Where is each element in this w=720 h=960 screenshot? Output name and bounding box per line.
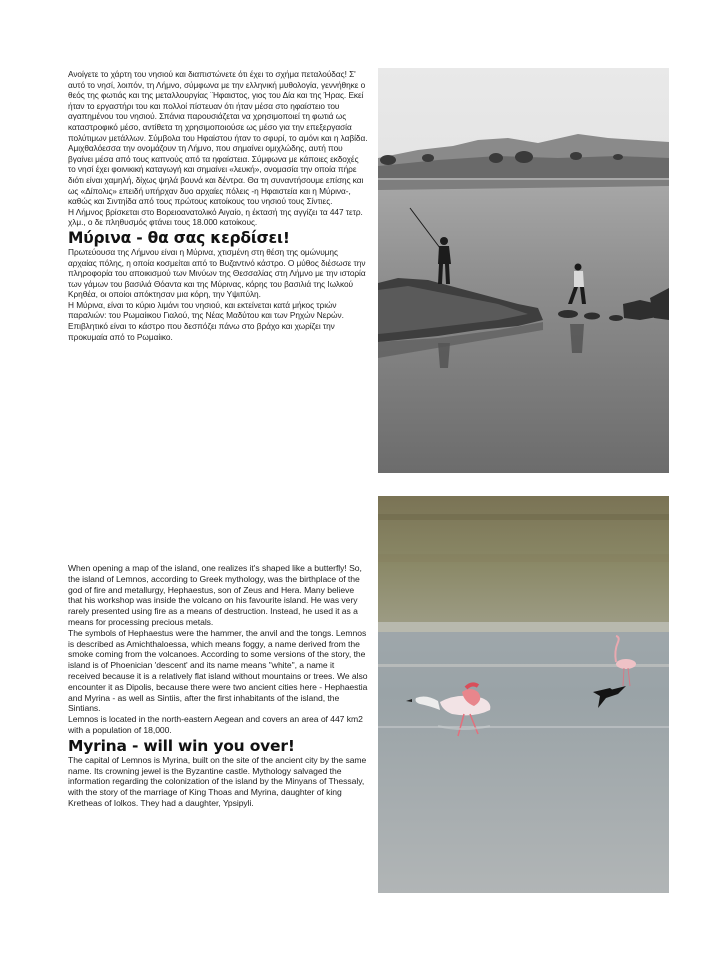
english-heading: Myrina - will win you over! [68,736,295,755]
english-paragraph: The symbols of Hephaestus were the hammer, the anvil and the tongs. Lemnos is described as Amichthaloessa, which means foggy, a name derived from the smoke coming from the volcanoes. According to some versions of the story, the island is of Phoenician 'descent' and its name means "white", a name it received because it is a relatively flat island without mountains or trees. We also encounter it as Dipolis, because there were two ancient cities here - Hephaestia and Myrina - as well as Sintiis, after the first inhabitants of the island, the Sintians. [68,627,368,714]
flamingo-lake-image [378,496,669,893]
greek-paragraph: Ανοίγετε το χάρτη του νησιού και διαπιστώνετε ότι έχει το σχήμα πεταλούδας! Σ' αυτό το νησί, λοιπόν, τη Λήμνο, σύμφωνα με την ελληνική μυθολογία, γεννήθηκε ο θεός της φωτιάς και της μεταλλουργίας ¨Ηφαιστος, γιος του Δία και της Ήρας. Εκεί ήταν το εργαστήρι του και πολλοί πίστευαν ότι ήταν μέσα στο ηφαίστειο του αγαπημένου του νησιού. Σπάνια παρουσιάζεται να χρησιμοποιεί τη φωτιά ως καταστροφικό μέσο, αντίθετα τη χρησιμοποιούσε ως μέσο για την επεξεργασία πολύτιμων μετάλλων. Σύμβολα του Ηφαίστου ήταν το σφυρί, το αμόνι και η λαβίδα. [68,69,368,143]
greek-paragraph: Η Λήμνος βρίσκεται στο Βορειοανατολικό Αιγαίο, η έκτασή της αγγίζει τα 447 τετρ. χλμ., ο δε πληθυσμός φτάνει τους 18.000 κατοίκους. [68,206,363,228]
lake-fishermen-photo [378,68,669,473]
greek-paragraph: Πρωτεύουσα της Λήμνου είναι η Μύρινα, χτισμένη στη θέση της ομώνυμης αρχαίας πόλης, η οποία κοσμείται από το Βυζαντινό κάστρο. Ο μύθος διέσωσε την πληροφορία του αποικισμού των Μινύων της Θεσσαλίας στη Λήμνο με την ιστορία των γάμων του βασιλιά Θόαντα και της Μύρινας, κόρης του βασιλιά της Ιωλκού Κρηθέα, οι οποίοι απόκτησαν μια κόρη, την Υψιπύλη. [68,246,366,300]
greek-heading: Μύρινα - θα σας κερδίσει! [68,228,290,247]
flamingo-lake-photo [378,496,669,893]
lake-fishermen-image [378,68,669,473]
greek-paragraph: Αμιχθαλόεσσα την ονομάζουν τη Λήμνο, που σημαίνει ομιχλώδης, αυτή που βγαίνει μέσα από τους καπνούς από τα ηφαίστεια. Σύμφωνα με κάποιες εκδοχές το νησί έχει φοινικική καταγωγή και σημαίνει «λευκή», ονομασία την οποία πήρε διότι είναι χαμηλή, δίχως ψηλά βουνά και δέντρα. Θα τη συναντήσουμε επίσης και ως «Δίπολις» επειδή υπήρχαν δυο αρχαίες πόλεις -η Ηφαιστεία και η Μύρινα-, καθώς και Σιντηίδα από τους πρώτους κατοίκους του νησιού τους Σίντιες. [68,143,364,207]
english-paragraph: When opening a map of the island, one realizes it's shaped like a butterfly! So, the island of Lemnos, according to Greek mythology, was the birthplace of the god of fire and metallurgy, Hephaestus, son of Zeus and Hera. Many believe that his workshop was inside the volcano on his favourite island. He was very rarely presented using fire as a means of destruction. Instead, he used it as a means for processing precious metals. [68,563,362,627]
greek-paragraph: Η Μύρινα, είναι το κύριο λιμάνι του νησιού, και εκτείνεται κατά μήκος τριών παραλιών: του Ρωμαίικου Γιαλού, της Νέας Μαδύτου και των Ρηχών Νερών. Επιβλητικό είναι το κάστρο που δεσπόζει πάνω στο βράχο και χωρίζει την προκυμαία από το Ρωμαίικο. [68,299,344,342]
greek-text-column [68,69,368,342]
english-paragraph: The capital of Lemnos is Myrina, built on the site of the ancient city by the same name. Its crowning jewel is the Byzantine castle. Mythology salvaged the information regarding the colonization of the island by the Minyans of Thessaly, with the story of the marriage of King Thoas and Myrina, daughter of king Kretheas of Iolkos. They had a daughter, Ypsipyli. [68,754,367,808]
english-text-column [68,563,368,809]
english-paragraph: Lemnos is located in the north-eastern Aegean and covers an area of 447 km2 with a population of 18,000. [68,714,363,735]
